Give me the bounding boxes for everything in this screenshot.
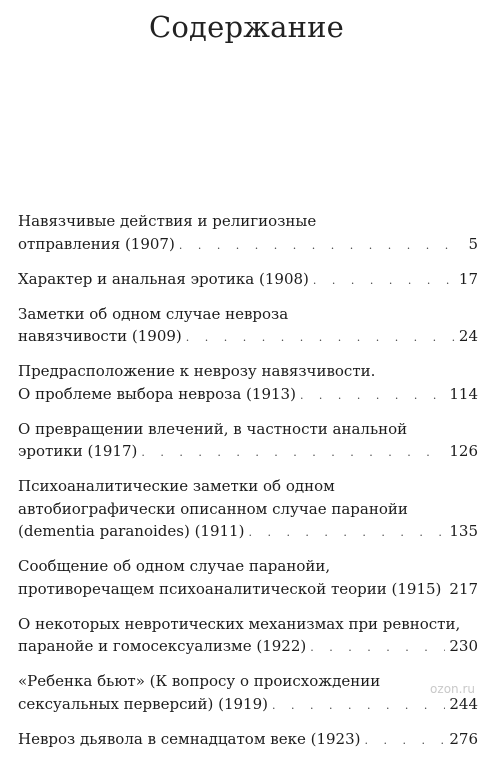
entry-title-line: «Ребенка бьют» (К вопросу о происхождении — [18, 672, 381, 690]
page-number: 217 — [449, 579, 479, 598]
entry-title-line: О проблеме выбора невроза (1913) — [18, 384, 296, 403]
page-number: 24 — [458, 327, 478, 345]
page-number: 230 — [449, 637, 478, 655]
table-of-contents — [18, 210, 478, 763]
entry-last-line — [18, 440, 478, 465]
entry-last-line — [18, 635, 478, 660]
page-number: 17 — [458, 269, 478, 288]
toc-entry — [18, 555, 478, 602]
entry-title-line: противоречащем психоаналитической теории (1915) — [18, 579, 442, 598]
dot-leader — [179, 235, 465, 258]
dot-leader — [186, 327, 455, 350]
entry-last-line — [18, 728, 478, 753]
toc-entry — [18, 670, 478, 717]
entry-last-line — [18, 578, 478, 603]
dot-leader — [310, 637, 445, 660]
entry-last-line — [18, 233, 478, 258]
entry-last-line — [18, 325, 478, 350]
entry-title-line: Невроз дьявола в семнадцатом веке (1923) — [18, 729, 361, 748]
entry-title-line: (dementia paranoides) (1911) — [18, 522, 245, 540]
toc-entry — [18, 268, 478, 293]
entry-title-line: навязчивости (1909) — [18, 327, 182, 345]
entry-title-line: О превращении влечений, в частности анальной — [18, 419, 408, 438]
entry-title-line: автобиографически описанном случае паранойи — [18, 499, 408, 518]
entry-title-line: Навязчивые действия и религиозные — [18, 212, 317, 230]
entry-title-line: Сообщение об одном случае паранойи, — [18, 557, 331, 575]
page-number: 5 — [468, 234, 478, 253]
toc-entry — [18, 728, 478, 753]
entry-title-line: паранойе и гомосексуализме (1922) — [18, 637, 307, 655]
entry-last-line — [18, 268, 478, 293]
toc-entry — [18, 418, 478, 465]
entry-last-line — [18, 383, 478, 408]
toc-entry — [18, 360, 478, 407]
entry-last-line — [18, 520, 478, 545]
page-number: 276 — [449, 729, 478, 748]
entry-title-line: сексуальных перверсий) (1919) — [18, 694, 268, 713]
dot-leader — [300, 385, 445, 408]
toc-entry — [18, 210, 478, 257]
dot-leader — [272, 695, 445, 718]
entry-title-line: Заметки об одном случае невроза — [18, 304, 289, 323]
entry-title-line: отправления (1907) — [18, 234, 175, 253]
toc-entry — [18, 475, 478, 545]
entry-title-line: Характер и анальная эротика (1908) — [18, 269, 309, 288]
entry-title-line: О некоторых невротических механизмах при ревности, — [18, 614, 461, 633]
entry-title-line: Психоаналитические заметки об одном — [18, 477, 335, 495]
page-number: 244 — [449, 694, 478, 713]
page-number: 114 — [449, 384, 478, 403]
page-number: 135 — [449, 522, 478, 540]
page-title: Содержание — [148, 10, 345, 44]
toc-entry — [18, 613, 478, 660]
entry-title-line: Предрасположение к неврозу навязчивости. — [18, 362, 376, 380]
dot-leader — [313, 270, 455, 293]
entry-title-line: эротики (1917) — [18, 442, 138, 460]
entry-last-line — [18, 693, 478, 718]
watermark: ozon.ru — [430, 682, 475, 696]
dot-leader — [141, 442, 445, 465]
dot-leader — [364, 730, 445, 753]
dot-leader — [248, 522, 445, 545]
page-number: 126 — [449, 442, 478, 460]
toc-entry — [18, 303, 478, 350]
